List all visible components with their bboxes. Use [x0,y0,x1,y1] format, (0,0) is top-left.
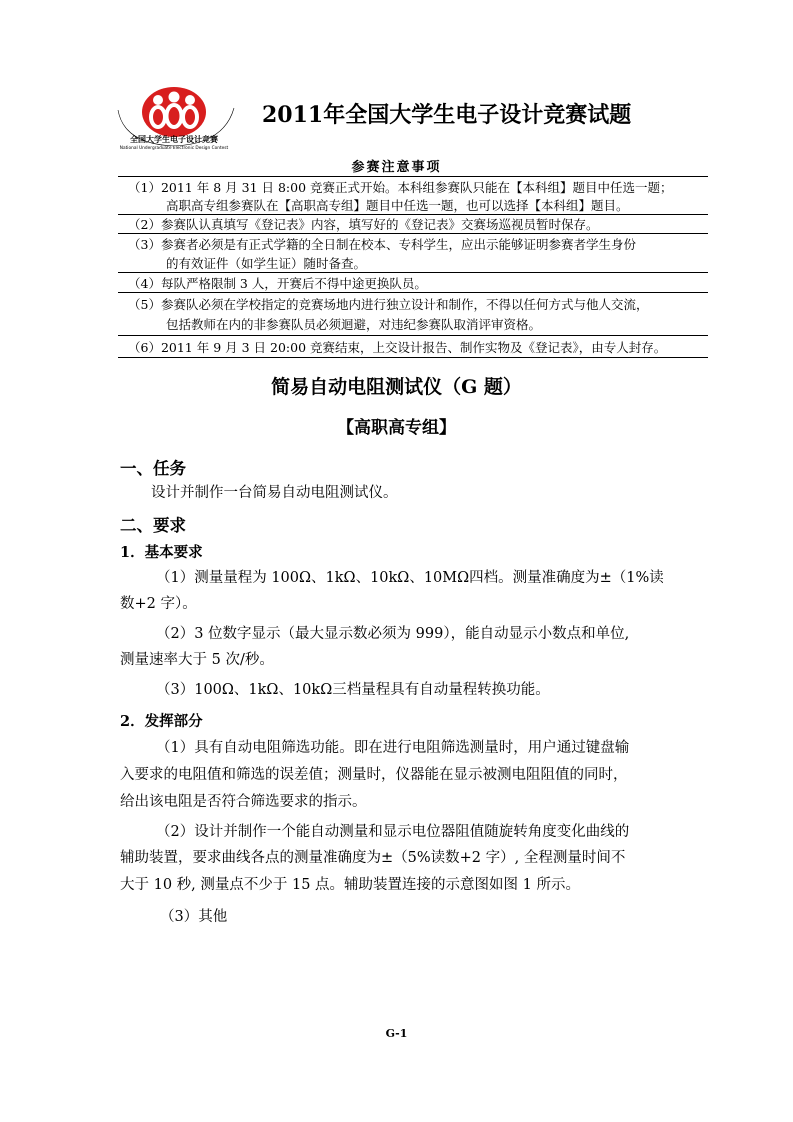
logo-text-en: National Undergraduate Electronic Design Contest [119,146,229,150]
page-title: 2011年全国大学生电子设计竞赛试题 [262,102,632,128]
requirements-heading: 二、要求 [120,516,186,535]
notice-line: 包括教师在内的非参赛队员必须迴避，对违纪参赛队取消评审资格。 [166,317,542,332]
notice-divider [118,335,708,336]
group-label: 【高职高专组】 [337,418,456,438]
advanced-line: 入要求的电阻值和筛选的误差值；测量时，仪器能在显示被测电阻阻值的同时， [120,767,628,783]
notice-line: （6）2011 年 9 月 3 日 20:00 竞赛结束，上交设计报告、制作实物及《登记表》，由专人封存。 [128,340,667,355]
logo-text: 全国大学生电子设计竞赛 [130,135,218,144]
notice-heading: 参赛注意事项 [351,160,442,175]
basic-line: 数+2 字）。 [120,596,197,612]
notice-line: 的有效证件（如学生证）随时备查。 [166,256,367,271]
divider-top [118,176,708,177]
notice-line: （5）参赛队必须在学校指定的竞赛场地内进行独立设计和制作，不得以任何方式与他人交流， [128,297,649,312]
notice-divider [118,292,708,293]
notice-line: （1）2011 年 8 月 31 日 8:00 竞赛正式开始。本科组参赛队只能在【本科组】题目中任选一题； [128,180,673,195]
task-heading: 一、任务 [120,459,186,478]
page-number: G-1 [385,1027,408,1040]
advanced-line: （3）其他 [160,909,228,925]
basic-heading: 1．基本要求 [120,544,203,561]
notice-divider [118,214,708,215]
problem-title: 简易自动电阻测试仪（G 题） [271,376,522,398]
basic-line: （3）100Ω、1kΩ、10kΩ三档量程具有自动量程转换功能。 [156,682,550,698]
advanced-line: （1）具有自动电阻筛选功能。即在进行电阻筛选测量时，用户通过键盘输 [156,740,630,756]
divider-bottom [118,357,708,358]
advanced-heading: 2．发挥部分 [120,713,203,730]
notice-divider [118,233,708,234]
basic-line: （2）3 位数字显示（最大显示数必须为 999），能自动显示小数点和单位, [156,626,630,642]
advanced-line: （2）设计并制作一个能自动测量和显示电位器阻值随旋转角度变化曲线的 [156,824,630,840]
basic-line: （1）测量量程为 100Ω、1kΩ、10kΩ、10MΩ四档。测量准确度为±（1%读 [156,570,664,586]
notice-line: （2）参赛队认真填写《登记表》内容，填写好的《登记表》交赛场巡视员暂时保存。 [128,217,599,232]
notice-divider [118,272,708,273]
advanced-line: 辅助装置，要求曲线各点的测量准确度为±（5%读数+2 字）, 全程测量时间不 [120,850,626,866]
notice-line: （4）每队严格限制 3 人，开赛后不得中途更换队员。 [128,276,427,291]
task-text: 设计并制作一台简易自动电阻测试仪。 [151,485,398,501]
advanced-line: 给出该电阻是否符合筛选要求的指示。 [120,794,367,810]
competition-logo-icon [110,82,242,150]
advanced-line: 大于 10 秒, 测量点不少于 15 点。辅助装置连接的示意图如图 1 所示。 [120,877,580,893]
notice-line: 高职高专组参赛队在【高职高专组】题目中任选一题，也可以选择【本科组】题目。 [166,198,629,213]
notice-line: （3）参赛者必须是有正式学籍的全日制在校本、专科学生，应出示能够证明参赛者学生身份 [128,237,636,252]
basic-line: 测量速率大于 5 次/秒。 [120,652,274,668]
